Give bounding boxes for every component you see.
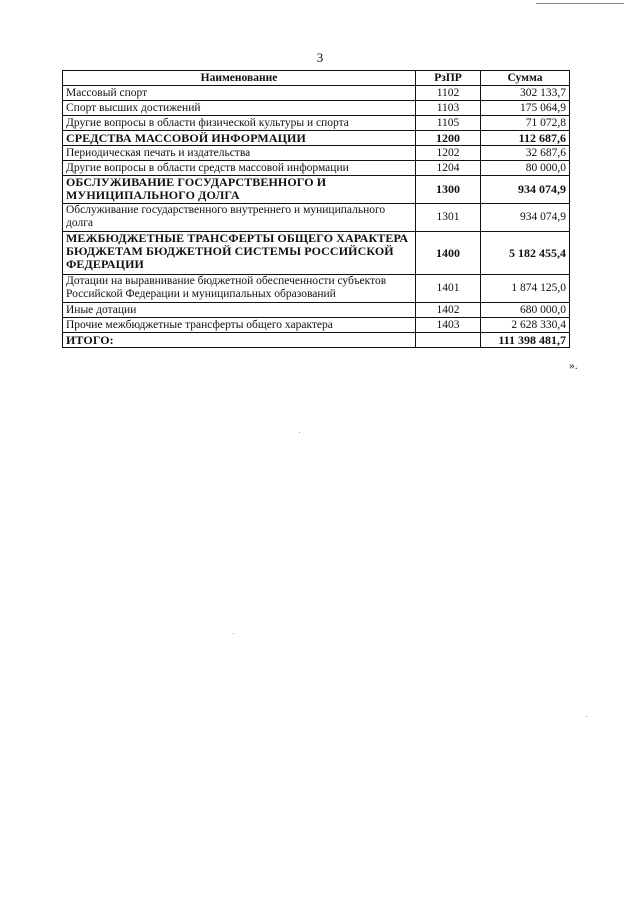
row-sum: 934 074,9 — [481, 204, 570, 232]
row-code: 1300 — [416, 176, 481, 204]
row-code: 1103 — [416, 101, 481, 116]
row-code: 1400 — [416, 232, 481, 275]
row-code: 1202 — [416, 146, 481, 161]
top-rule — [536, 3, 624, 4]
row-sum: 934 074,9 — [481, 176, 570, 204]
row-sum: 32 687,6 — [481, 146, 570, 161]
row-code: 1403 — [416, 318, 481, 333]
table-row — [63, 101, 570, 116]
total-code — [416, 333, 481, 348]
row-name: Спорт высших достижений — [63, 101, 416, 116]
table-header-row — [63, 71, 570, 86]
table-section-row — [63, 131, 570, 146]
table-row — [63, 275, 570, 303]
row-name: Другие вопросы в области средств массовой информации — [63, 161, 416, 176]
row-sum: 2 628 330,4 — [481, 318, 570, 333]
header-code: РзПР — [416, 71, 481, 86]
table-row — [63, 204, 570, 232]
closing-quote-mark: ». — [569, 360, 578, 372]
budget-table — [62, 70, 570, 348]
row-name: СРЕДСТВА МАССОВОЙ ИНФОРМАЦИИ — [63, 131, 416, 146]
total-label: ИТОГО: — [63, 333, 416, 348]
row-sum: 302 133,7 — [481, 86, 570, 101]
row-name: Прочие межбюджетные трансферты общего характера — [63, 318, 416, 333]
row-code: 1401 — [416, 275, 481, 303]
row-sum: 71 072,8 — [481, 116, 570, 131]
table-section-row — [63, 232, 570, 275]
row-name: Обслуживание государственного внутреннего и муниципального долга — [63, 204, 416, 232]
table-row — [63, 318, 570, 333]
page-number: 3 — [316, 50, 324, 65]
row-sum: 175 064,9 — [481, 101, 570, 116]
table-row — [63, 303, 570, 318]
table-row — [63, 146, 570, 161]
row-name: Другие вопросы в области физической культуры и спорта — [63, 116, 416, 131]
table-section-row — [63, 176, 570, 204]
scan-speck — [233, 633, 234, 634]
row-name: Дотации на выравнивание бюджетной обеспеченности субъектов Российской Федерации и муниципальных образований — [63, 275, 416, 303]
row-code: 1402 — [416, 303, 481, 318]
row-sum: 112 687,6 — [481, 131, 570, 146]
table-total-row — [63, 333, 570, 348]
row-sum: 80 000,0 — [481, 161, 570, 176]
row-code: 1204 — [416, 161, 481, 176]
scan-speck — [586, 716, 587, 717]
total-sum: 111 398 481,7 — [481, 333, 570, 348]
row-code: 1301 — [416, 204, 481, 232]
header-name: Наименование — [63, 71, 416, 86]
row-name: МЕЖБЮДЖЕТНЫЕ ТРАНСФЕРТЫ ОБЩЕГО ХАРАКТЕРА БЮДЖЕТАМ БЮДЖЕТНОЙ СИСТЕМЫ РОССИЙСКОЙ ФЕДЕРАЦИИ — [63, 232, 416, 275]
row-code: 1102 — [416, 86, 481, 101]
row-name: Массовый спорт — [63, 86, 416, 101]
table-row — [63, 161, 570, 176]
row-name: Иные дотации — [63, 303, 416, 318]
scan-speck — [299, 432, 300, 433]
row-code: 1200 — [416, 131, 481, 146]
table-row — [63, 116, 570, 131]
table-row — [63, 86, 570, 101]
row-name: Периодическая печать и издательства — [63, 146, 416, 161]
header-sum: Сумма — [481, 71, 570, 86]
row-sum: 5 182 455,4 — [481, 232, 570, 275]
row-sum: 680 000,0 — [481, 303, 570, 318]
row-sum: 1 874 125,0 — [481, 275, 570, 303]
row-name: ОБСЛУЖИВАНИЕ ГОСУДАРСТВЕННОГО И МУНИЦИПАЛЬНОГО ДОЛГА — [63, 176, 416, 204]
row-code: 1105 — [416, 116, 481, 131]
